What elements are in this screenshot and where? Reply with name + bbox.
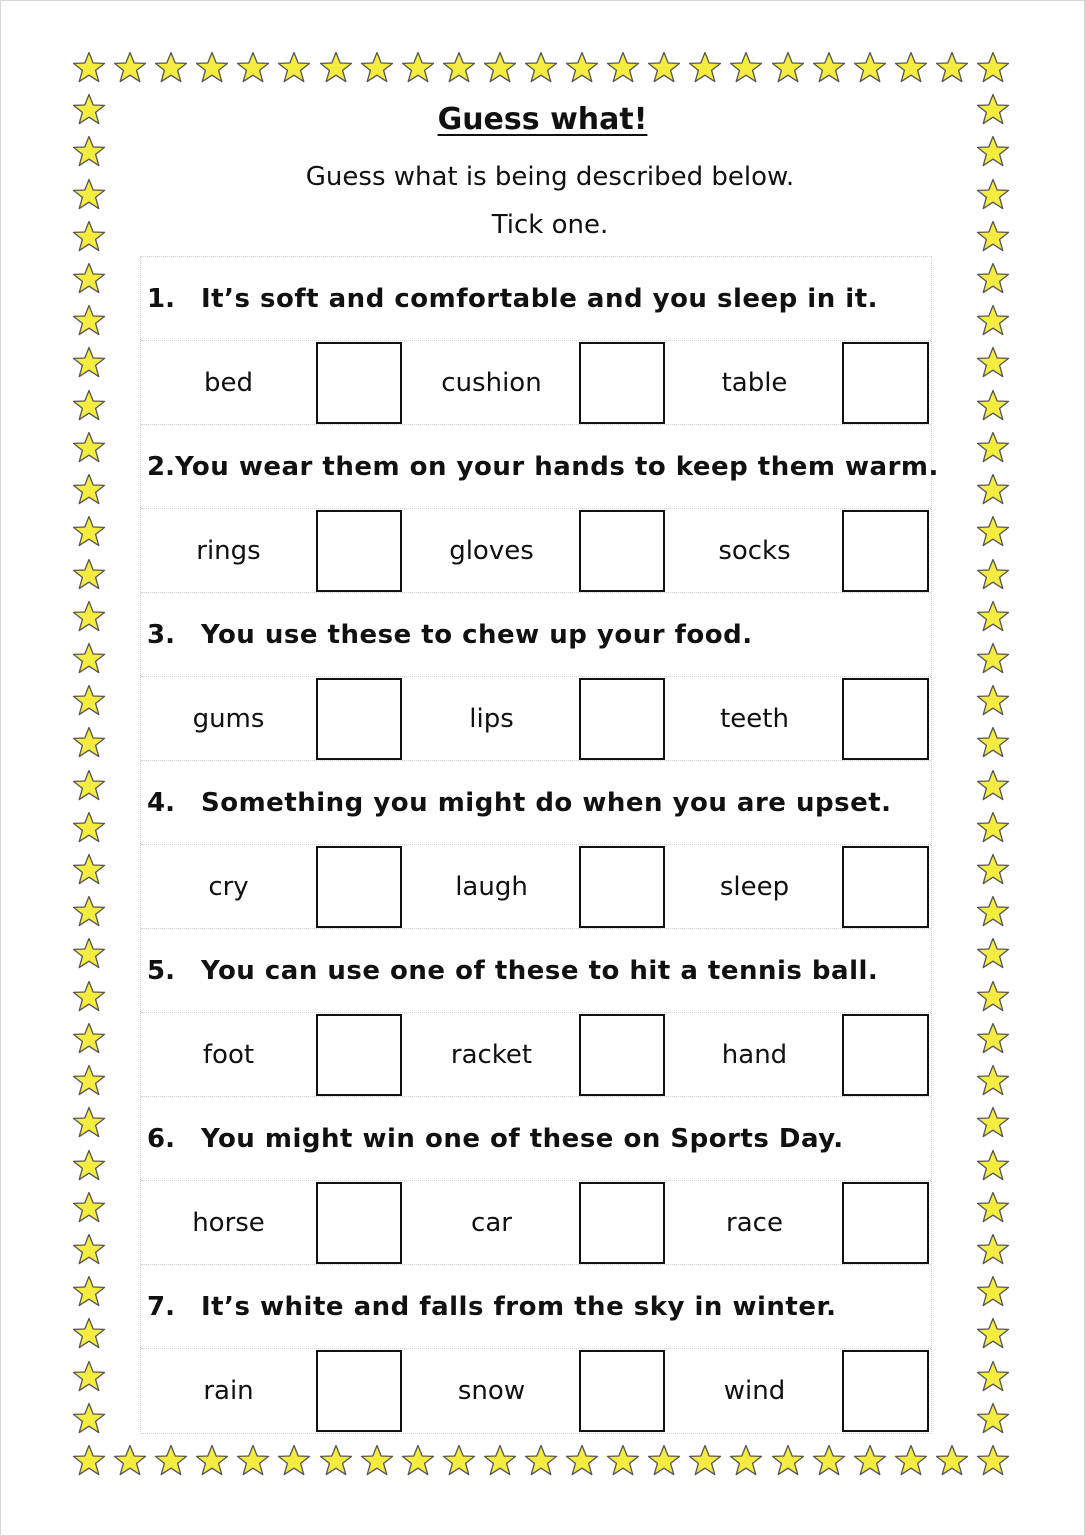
answer-option: [141, 846, 404, 928]
star-icon: [976, 1064, 1010, 1098]
question-row: [141, 425, 939, 509]
question-number: 7.: [147, 1291, 175, 1322]
star-icon: [72, 431, 106, 465]
star-icon: [976, 642, 1010, 676]
instruction-text: Guess what is being described below.: [305, 162, 795, 192]
tick-box[interactable]: [579, 1182, 665, 1264]
star-icon: [72, 600, 106, 634]
answer-option: [404, 1350, 667, 1432]
star-icon: [729, 1444, 763, 1478]
tick-box[interactable]: [579, 510, 665, 592]
star-icon: [72, 1106, 106, 1140]
option-label: horse: [192, 1207, 265, 1238]
tick-box[interactable]: [579, 846, 665, 928]
question-number: 5.: [147, 955, 175, 986]
star-icon: [72, 389, 106, 423]
tick-box[interactable]: [842, 1350, 929, 1432]
star-icon: [976, 473, 1010, 507]
option-label: hand: [721, 1039, 788, 1070]
star-icon: [72, 473, 106, 507]
option-label: lips: [469, 703, 514, 734]
tick-box[interactable]: [316, 846, 402, 928]
answer-row: [141, 677, 931, 761]
star-icon: [729, 51, 763, 85]
star-icon: [236, 1444, 270, 1478]
tick-box[interactable]: [579, 678, 665, 760]
tick-box[interactable]: [842, 510, 929, 592]
star-icon: [277, 51, 311, 85]
tick-box[interactable]: [842, 342, 929, 424]
star-icon: [812, 1444, 846, 1478]
answer-option: [404, 342, 667, 424]
answer-row: [141, 509, 931, 593]
answer-option: [404, 1182, 667, 1264]
option-label: racket: [450, 1039, 533, 1070]
question-row: [141, 257, 931, 341]
star-icon: [894, 51, 928, 85]
answer-option: [667, 342, 930, 424]
tick-box[interactable]: [316, 1182, 402, 1264]
star-icon: [771, 51, 805, 85]
star-icon: [72, 515, 106, 549]
star-icon: [976, 1360, 1010, 1394]
answer-option: [667, 510, 930, 592]
answer-row: [141, 845, 931, 929]
star-icon: [72, 51, 106, 85]
question-number: 4.: [147, 787, 175, 818]
question-text: You can use one of these to hit a tennis ball.: [201, 955, 879, 986]
star-icon: [72, 1064, 106, 1098]
star-icon: [442, 1444, 476, 1478]
star-icon: [647, 51, 681, 85]
tick-box[interactable]: [842, 678, 929, 760]
star-icon: [72, 1275, 106, 1309]
star-icon: [812, 51, 846, 85]
answer-option: [141, 510, 404, 592]
star-icon: [72, 811, 106, 845]
star-icon: [524, 51, 558, 85]
star-icon: [976, 811, 1010, 845]
tick-box[interactable]: [579, 342, 665, 424]
star-icon: [72, 1233, 106, 1267]
star-icon: [853, 1444, 887, 1478]
question-row: [141, 929, 931, 1013]
star-icon: [277, 1444, 311, 1478]
option-label: snow: [457, 1376, 526, 1406]
question-grid: [140, 256, 939, 1434]
question-row: [141, 593, 931, 677]
answer-option: [667, 678, 930, 760]
star-icon: [72, 684, 106, 718]
question-row: [141, 1097, 931, 1181]
star-icon: [976, 1233, 1010, 1267]
answer-row: [141, 1349, 931, 1433]
star-icon: [72, 1317, 106, 1351]
question-row: [141, 1265, 931, 1349]
option-label: cry: [208, 871, 249, 902]
tick-box[interactable]: [842, 1014, 929, 1096]
star-icon: [72, 769, 106, 803]
tick-box[interactable]: [842, 1182, 929, 1264]
answer-row: [141, 341, 931, 425]
star-icon: [72, 853, 106, 887]
star-icon: [976, 726, 1010, 760]
star-icon: [72, 1149, 106, 1183]
option-label: sleep: [719, 871, 790, 902]
star-icon: [688, 1444, 722, 1478]
option-label: car: [471, 1207, 512, 1238]
question-number: 3.: [147, 619, 175, 650]
star-icon: [483, 1444, 517, 1478]
question-text: Something you might do when you are upset.: [201, 787, 892, 818]
star-icon: [976, 600, 1010, 634]
star-icon: [72, 1191, 106, 1225]
option-label: laugh: [455, 871, 528, 902]
option-label: rain: [203, 1376, 254, 1406]
answer-option: [667, 1350, 930, 1432]
star-icon: [606, 1444, 640, 1478]
tick-box[interactable]: [579, 1350, 665, 1432]
tick-one-instruction: Tick one.: [491, 210, 609, 240]
answer-option: [404, 1014, 667, 1096]
answer-row: [141, 1181, 931, 1265]
star-icon: [72, 1402, 106, 1436]
star-icon: [360, 51, 394, 85]
tick-box[interactable]: [842, 846, 929, 928]
star-icon: [565, 1444, 599, 1478]
star-icon: [236, 51, 270, 85]
star-icon: [771, 1444, 805, 1478]
question-text: You use these to chew up your food.: [201, 619, 753, 650]
star-icon: [113, 51, 147, 85]
tick-box[interactable]: [579, 1014, 665, 1096]
answer-option: [404, 510, 667, 592]
star-icon: [72, 1444, 106, 1478]
star-icon: [524, 1444, 558, 1478]
star-icon: [72, 937, 106, 971]
star-icon: [976, 1444, 1010, 1478]
option-label: bed: [203, 367, 253, 398]
question-text: It’s soft and comfortable and you sleep in it.: [201, 283, 878, 314]
star-icon: [688, 51, 722, 85]
star-icon: [401, 1444, 435, 1478]
option-label: wind: [723, 1376, 786, 1406]
star-icon: [935, 1444, 969, 1478]
star-icon: [976, 684, 1010, 718]
star-icon: [72, 346, 106, 380]
star-icon: [72, 1360, 106, 1394]
star-icon: [976, 1022, 1010, 1056]
star-icon: [976, 304, 1010, 338]
question-text: You wear them on your hands to keep them warm.: [174, 451, 939, 482]
star-icon: [113, 1444, 147, 1478]
star-icon: [976, 1317, 1010, 1351]
star-icon: [72, 558, 106, 592]
star-icon: [195, 1444, 229, 1478]
option-label: gums: [192, 703, 265, 734]
option-label: foot: [202, 1039, 255, 1070]
option-label: rings: [196, 535, 261, 566]
question-number: 1.: [147, 283, 175, 314]
tick-box[interactable]: [316, 1350, 402, 1432]
tick-box[interactable]: [316, 678, 402, 760]
answer-option: [404, 678, 667, 760]
star-icon: [606, 51, 640, 85]
question-number: 6.: [147, 1123, 175, 1154]
star-icon: [976, 262, 1010, 296]
star-icon: [319, 1444, 353, 1478]
answer-option: [141, 342, 404, 424]
option-label: teeth: [720, 703, 789, 734]
answer-row: [141, 1013, 931, 1097]
star-icon: [195, 51, 229, 85]
tick-box[interactable]: [316, 1014, 402, 1096]
answer-option: [141, 678, 404, 760]
star-icon: [483, 51, 517, 85]
star-icon: [976, 1149, 1010, 1183]
star-icon: [976, 980, 1010, 1014]
answer-option: [667, 846, 930, 928]
star-icon: [976, 853, 1010, 887]
star-icon: [72, 642, 106, 676]
star-icon: [976, 937, 1010, 971]
option-label: race: [726, 1207, 783, 1238]
star-icon: [72, 304, 106, 338]
answer-option: [667, 1182, 930, 1264]
star-icon: [401, 51, 435, 85]
star-icon: [894, 1444, 928, 1478]
option-label: socks: [718, 535, 791, 566]
question-row: [141, 761, 931, 845]
star-icon: [565, 51, 599, 85]
star-icon: [154, 51, 188, 85]
star-icon: [154, 1444, 188, 1478]
star-icon: [976, 769, 1010, 803]
tick-box[interactable]: [316, 342, 402, 424]
star-icon: [72, 1022, 106, 1056]
star-icon: [72, 980, 106, 1014]
star-icon: [647, 1444, 681, 1478]
star-icon: [72, 895, 106, 929]
answer-option: [404, 846, 667, 928]
star-icon: [976, 1402, 1010, 1436]
star-icon: [853, 51, 887, 85]
option-label: gloves: [449, 535, 534, 566]
star-icon: [976, 895, 1010, 929]
worksheet-title: Guess what!: [437, 102, 648, 137]
answer-option: [141, 1014, 404, 1096]
star-icon: [319, 51, 353, 85]
star-icon: [976, 346, 1010, 380]
question-number: 2.: [147, 451, 175, 482]
star-icon: [72, 262, 106, 296]
star-icon: [360, 1444, 394, 1478]
star-icon: [976, 51, 1010, 85]
star-icon: [976, 431, 1010, 465]
option-label: table: [721, 367, 788, 398]
star-icon: [72, 726, 106, 760]
star-icon: [442, 51, 476, 85]
star-icon: [976, 389, 1010, 423]
star-icon: [976, 1191, 1010, 1225]
option-label: cushion: [441, 367, 542, 398]
question-text: You might win one of these on Sports Day.: [201, 1123, 844, 1154]
question-text: It’s white and falls from the sky in winter.: [201, 1291, 837, 1322]
answer-option: [667, 1014, 930, 1096]
answer-option: [141, 1182, 404, 1264]
star-icon: [976, 1106, 1010, 1140]
star-icon: [976, 515, 1010, 549]
star-icon: [976, 558, 1010, 592]
answer-option: [141, 1350, 404, 1432]
star-icon: [976, 1275, 1010, 1309]
tick-box[interactable]: [316, 510, 402, 592]
star-icon: [935, 51, 969, 85]
